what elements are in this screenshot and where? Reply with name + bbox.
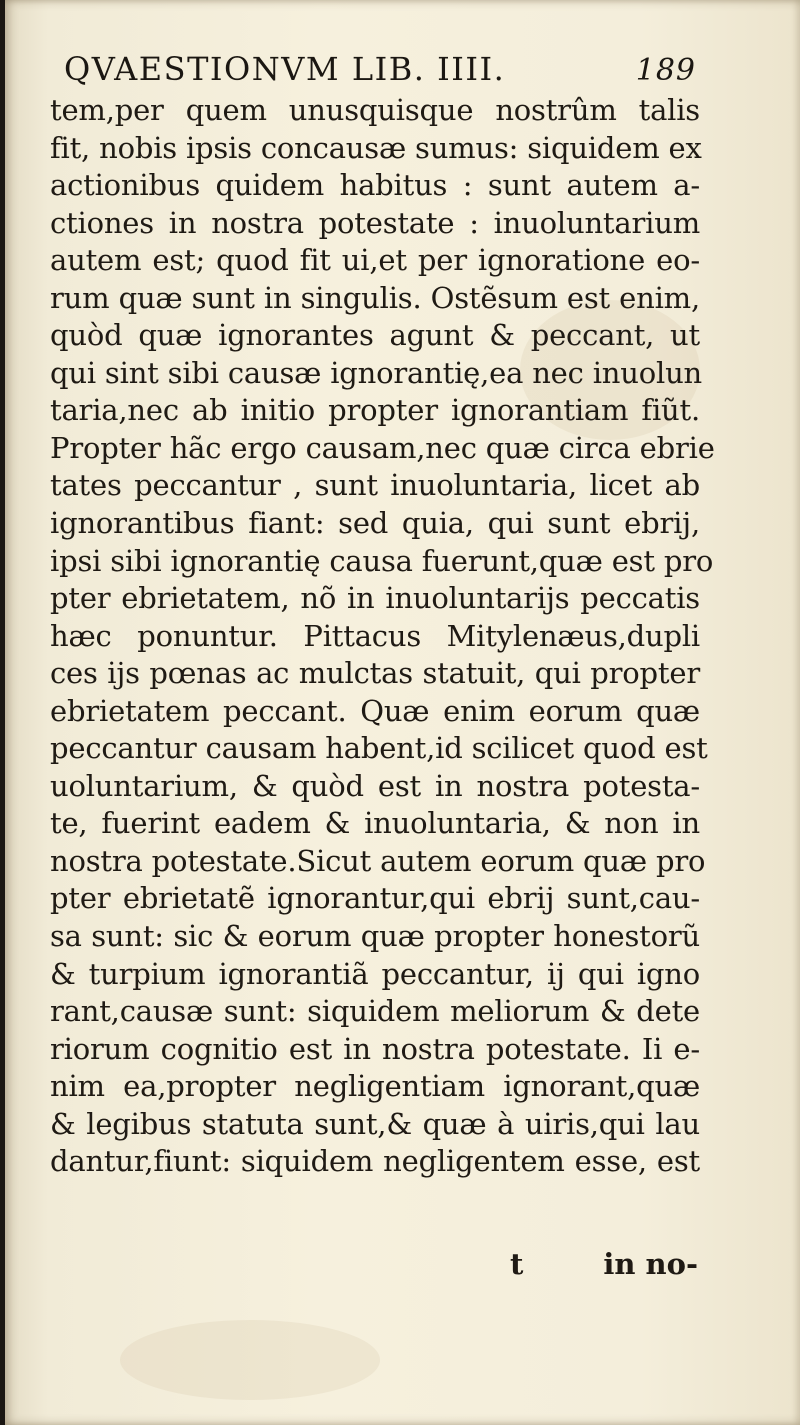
text-line: tem,per quem unusquisque nostrûm talis xyxy=(50,93,700,127)
text-line: ebrietatem peccant. Quæ enim eorum quæ xyxy=(50,693,700,728)
text-line: pter ebrietatem, nõ in inuoluntarijs peccatis xyxy=(50,581,700,616)
paper-stain xyxy=(120,1320,380,1400)
text-line: qui sint sibi causæ ignorantię,ea nec inuolun xyxy=(50,355,703,390)
page-number: 189 xyxy=(635,53,696,88)
text-line: hæc ponuntur. Pittacus Mitylenæus,dupli xyxy=(50,618,700,653)
text-line: & turpium ignorantiã peccantur, ij qui igno xyxy=(50,956,700,991)
text-line: rum quæ sunt in singulis. Ostẽsum est enim, xyxy=(50,280,700,315)
text-line: taria,nec ab initio propter ignorantiam fiũt. xyxy=(50,393,700,428)
text-line: ctiones in nostra potestate : inuoluntarium xyxy=(50,205,700,240)
text-line: sa sunt: sic & eorum quæ propter honestorũ xyxy=(50,919,700,954)
text-line: Propter hãc ergo causam,nec quæ circa ebrie xyxy=(50,430,715,465)
text-line: uoluntarium, & quòd est in nostra potesta- xyxy=(50,768,700,803)
text-line: actionibus quidem habitus : sunt autem a- xyxy=(50,168,700,203)
text-line: riorum cognitio est in nostra potestate. Ii e- xyxy=(50,1031,700,1066)
text-line: autem est; quod fit ui,et per ignoratione eo- xyxy=(50,243,700,278)
text-line: te, fuerint eadem & inuoluntaria, & non in xyxy=(50,806,700,841)
text-line: tates peccantur , sunt inuoluntaria, licet ab xyxy=(50,468,700,503)
text-line: & legibus statuta sunt,& quæ à uiris,qui lau xyxy=(50,1106,700,1141)
text-line: pter ebrietatẽ ignorantur,qui ebrij sunt,cau- xyxy=(50,881,700,916)
text-line: peccantur causam habent,id scilicet quod est xyxy=(50,731,708,766)
text-line: nim ea,propter negligentiam ignorant,quæ xyxy=(50,1069,700,1104)
text-line: dantur,fiunt: siquidem negligentem esse, est xyxy=(50,1144,700,1179)
binding-edge xyxy=(0,0,5,1425)
text-line: fit, nobis ipsis concausæ sumus: siquidem ex xyxy=(50,130,702,165)
text-line: ignorantibus fiant: sed quia, qui sunt ebrij, xyxy=(50,506,700,541)
running-title: QVAESTIONVM LIB. IIII. xyxy=(64,50,506,88)
catchword: in no- xyxy=(603,1247,698,1281)
text-line: rant,causæ sunt: siquidem meliorum & dete xyxy=(50,994,700,1029)
text-line: ipsi sibi ignorantię causa fuerunt,quæ est pro xyxy=(50,543,714,578)
running-head xyxy=(64,50,696,88)
catchword-line xyxy=(50,1247,700,1287)
text-line: quòd quæ ignorantes agunt & peccant, ut xyxy=(50,318,700,353)
text-block xyxy=(50,92,715,1181)
text-line: nostra potestate.Sicut autem eorum quæ pro xyxy=(50,843,706,878)
text-line: ces ijs pœnas ac mulctas statuit, qui propter xyxy=(50,656,700,691)
signature-mark: t xyxy=(510,1247,524,1281)
